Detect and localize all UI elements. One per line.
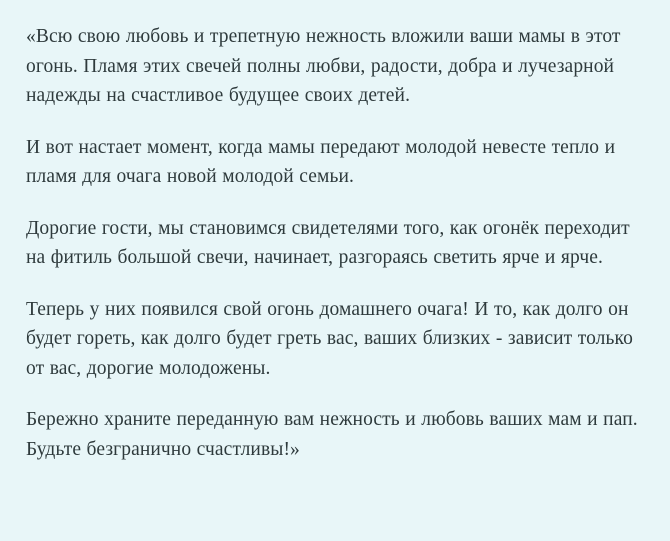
paragraph-5: Бережно храните переданную вам нежность и любовь ваших мам и пап. Будьте безгранично счастливы!» bbox=[26, 409, 638, 460]
paragraph-1: «Всю свою любовь и трепетную нежность вложили ваши мамы в этот огонь. Пламя этих свечей полны любви, радости, добра и лучезарной надежды на счастливое будущее своих детей. bbox=[26, 26, 621, 106]
paragraph-4: Теперь у них появился свой огонь домашнего очага! И то, как долго он будет гореть, как долго будет греть вас, ваших близких - зависит только от вас, дорогие молодожены. bbox=[26, 298, 633, 379]
paragraph-2: И вот настает момент, когда мамы передают молодой невесте тепло и пламя для очага новой молодой семьи. bbox=[26, 136, 616, 187]
paragraph-3: Дорогие гости, мы становимся свидетелями того, как огонёк переходит на фитиль большой свечи, начинает, разгораясь светить ярче и ярче. bbox=[26, 217, 630, 268]
